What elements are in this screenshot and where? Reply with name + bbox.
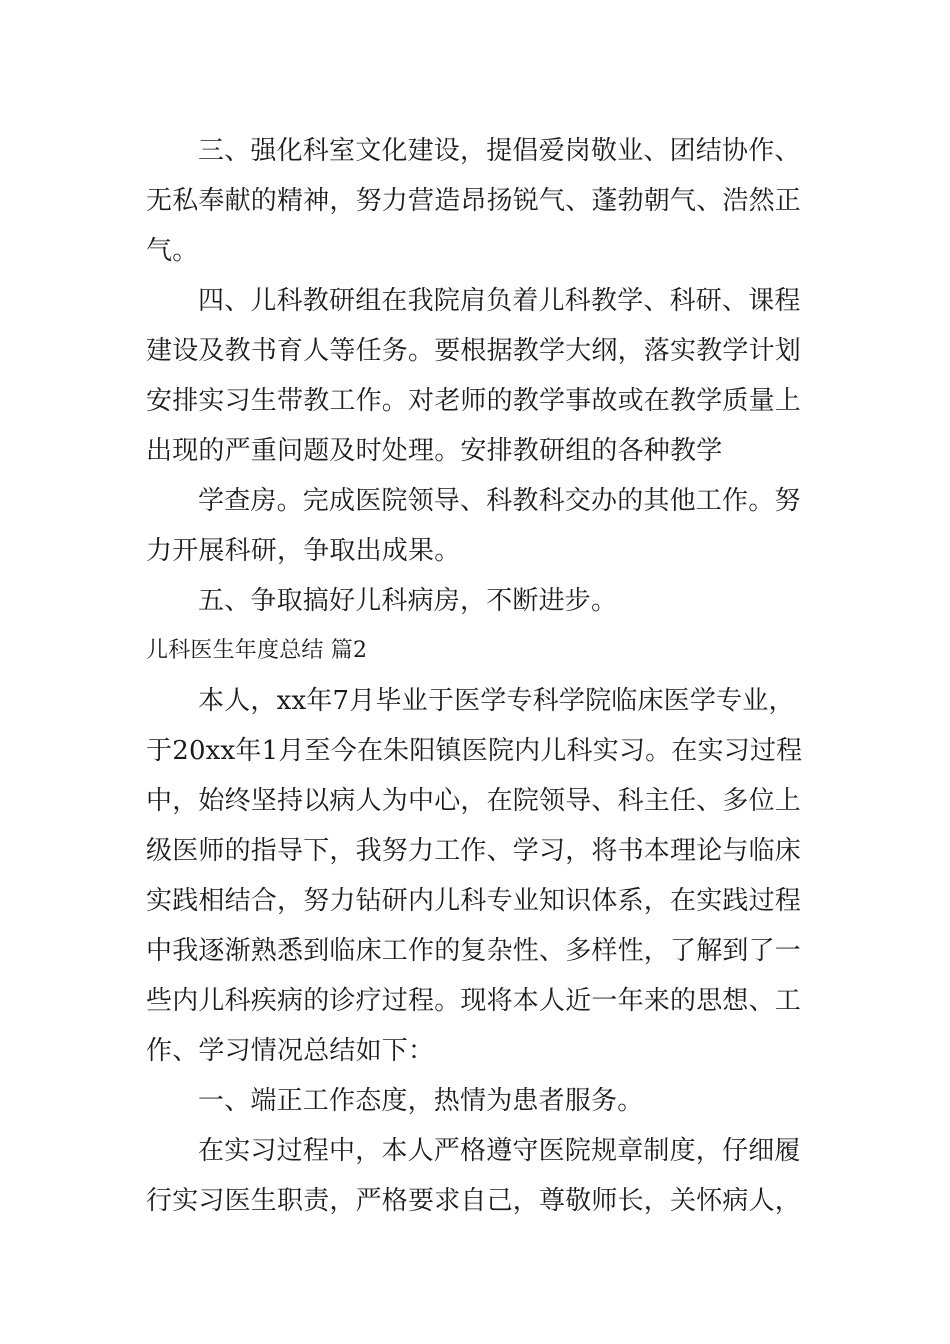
intro-line-7: 些内儿科疾病的诊疗过程。现将本人近一年来的思想、工 (146, 986, 802, 1016)
paragraph-4-line-2: 建设及教书育人等任务。要根据教学大纲，落实教学计划 (146, 336, 802, 366)
paragraph-5-line-1: 五、争取搞好儿科病房，不断进步。 (198, 586, 618, 616)
paragraph-3-line-1: 三、强化科室文化建设，提倡爱岗敬业、团结协作、 (198, 136, 801, 166)
intro-line-3: 中，始终坚持以病人为中心，在院领导、科主任、多位上 (146, 786, 802, 816)
section-heading: 儿科医生年度总结 篇2 (146, 638, 368, 663)
paragraph-4-line-4: 出现的严重问题及时处理。安排教研组的各种教学 (146, 436, 723, 466)
body-line-2: 行实习医生职责，严格要求自己，尊敬师长，关怀病人， (146, 1186, 802, 1216)
paragraph-3-line-2: 无私奉献的精神，努力营造昂扬锐气、蓬勃朝气、浩然正 (146, 186, 802, 216)
intro-line-1: 本人，xx年7月毕业于医学专科学院临床医学专业， (198, 686, 795, 716)
paragraph-3-line-3: 气。 (146, 236, 199, 266)
intro-line-2: 于20xx年1月至今在朱阳镇医院内儿科实习。在实习过程 (146, 736, 803, 766)
intro-line-6: 中我逐渐熟悉到临床工作的复杂性、多样性，了解到了一 (146, 936, 802, 966)
intro-line-5: 实践相结合，努力钻研内儿科专业知识体系，在实践过程 (146, 886, 802, 916)
paragraph-4b-line-1: 学查房。完成医院领导、科教科交办的其他工作。努 (198, 486, 801, 516)
paragraph-4-line-3: 安排实习生带教工作。对老师的教学事故或在教学质量上 (146, 386, 802, 416)
intro-line-8: 作、学习情况总结如下： (146, 1036, 435, 1066)
intro-line-4: 级医师的指导下，我努力工作、学习，将书本理论与临床 (146, 836, 802, 866)
paragraph-4-line-1: 四、儿科教研组在我院肩负着儿科教学、科研、课程 (198, 286, 801, 316)
body-line-1: 在实习过程中，本人严格遵守医院规章制度，仔细履 (198, 1136, 801, 1166)
subheading-1: 一、端正工作态度，热情为患者服务。 (198, 1086, 644, 1116)
paragraph-4b-line-2: 力开展科研，争取出成果。 (146, 536, 461, 566)
